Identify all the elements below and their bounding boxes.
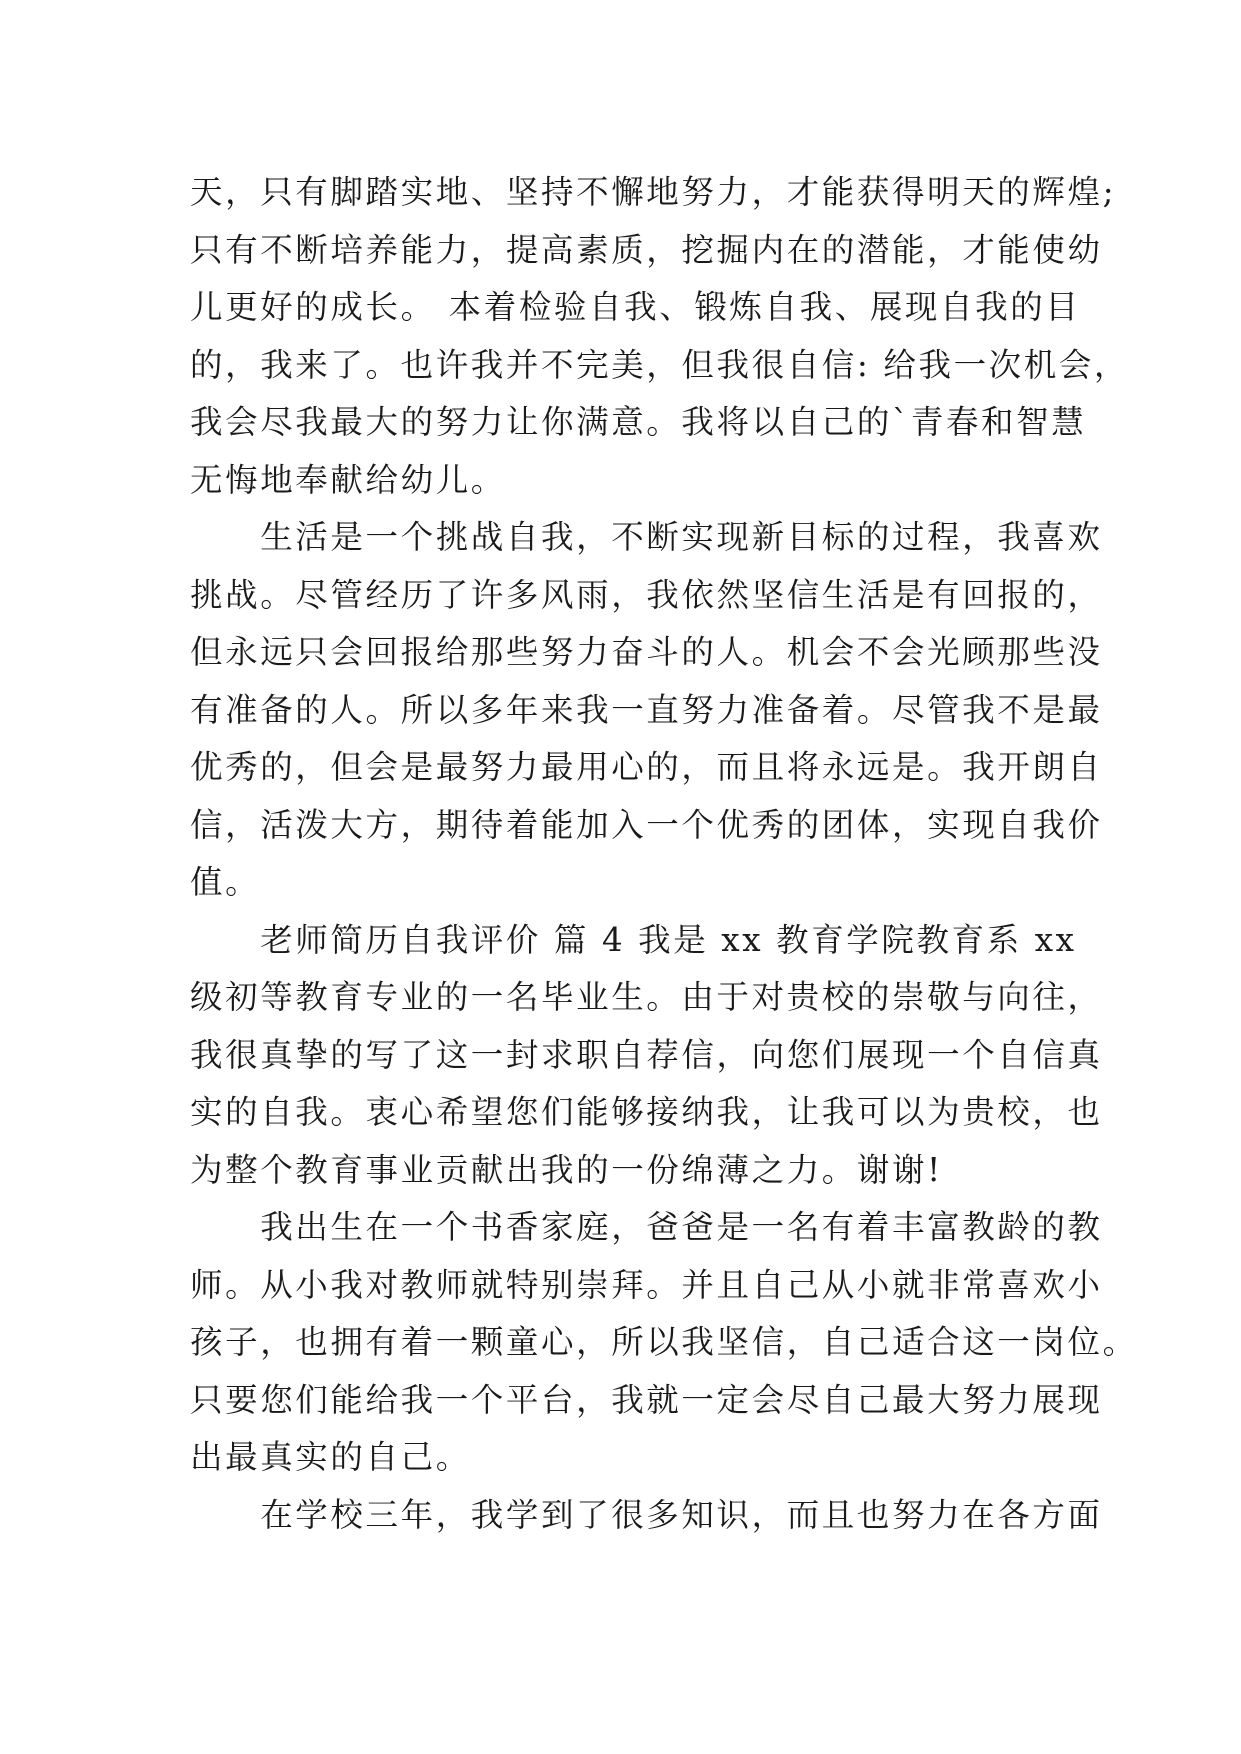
document-body (190, 164, 1138, 1544)
text-line: 孩子，也拥有着一颗童心，所以我坚信，自己适合这一岗位。 (190, 1323, 1138, 1361)
text-line: 为整个教育事业贡献出我的一份绵薄之力。谢谢! (190, 1150, 943, 1189)
text-line: 出最真实的自己。 (190, 1438, 471, 1476)
text-line: 我出生在一个书香家庭，爸爸是一名有着丰富教龄的教 (190, 1208, 1103, 1246)
text-line: 的，我来了。也许我并不完美，但我很自信: 给我一次机会， (190, 345, 1130, 384)
text-line: 天，只有脚踏实地、坚持不懈地努力，才能获得明天的辉煌; (190, 173, 1117, 211)
text-line: 儿更好的成长。 本着检验自我、锻炼自我、展现自我的目 (190, 288, 1081, 326)
text-line: 老师简历自我评价 篇 4 我是 xx 教育学院教育系 xx (190, 920, 1077, 959)
text-line: 信，活泼大方，期待着能加入一个优秀的团体，实现自我价 (190, 805, 1103, 844)
text-line: 有准备的人。所以多年来我一直努力准备着。尽管我不是最 (190, 690, 1103, 729)
text-line: 我会尽我最大的努力让你满意。我将以自己的`青春和智慧 (190, 403, 1087, 441)
text-line: 挑战。尽管经历了许多风雨，我依然坚信生活是有回报的， (190, 575, 1103, 614)
text-line: 只有不断培养能力，提高素质，挖掘内在的潜能，才能使幼 (190, 230, 1103, 269)
text-line: 师。从小我对教师就特别崇拜。并且自己从小就非常喜欢小 (190, 1265, 1103, 1304)
text-line: 优秀的，但会是最努力最用心的，而且将永远是。我开朗自 (190, 748, 1103, 786)
text-line: 生活是一个挑战自我，不断实现新目标的过程，我喜欢 (190, 518, 1103, 556)
text-line: 只要您们能给我一个平台，我就一定会尽自己最大努力展现 (190, 1380, 1103, 1419)
text-line: 但永远只会回报给那些努力奋斗的人。机会不会光顾那些没 (190, 633, 1103, 671)
text-line: 无悔地奉献给幼儿。 (190, 460, 506, 499)
text-line: 级初等教育专业的一名毕业生。由于对贵校的崇敬与向往， (190, 978, 1103, 1016)
text-line: 实的自我。衷心希望您们能够接纳我，让我可以为贵校，也 (190, 1093, 1103, 1131)
text-line: 在学校三年，我学到了很多知识，而且也努力在各方面 (190, 1495, 1103, 1534)
text-line: 值。 (190, 863, 261, 901)
text-line: 我很真挚的写了这一封求职自荐信，向您们展现一个自信真 (190, 1035, 1103, 1074)
